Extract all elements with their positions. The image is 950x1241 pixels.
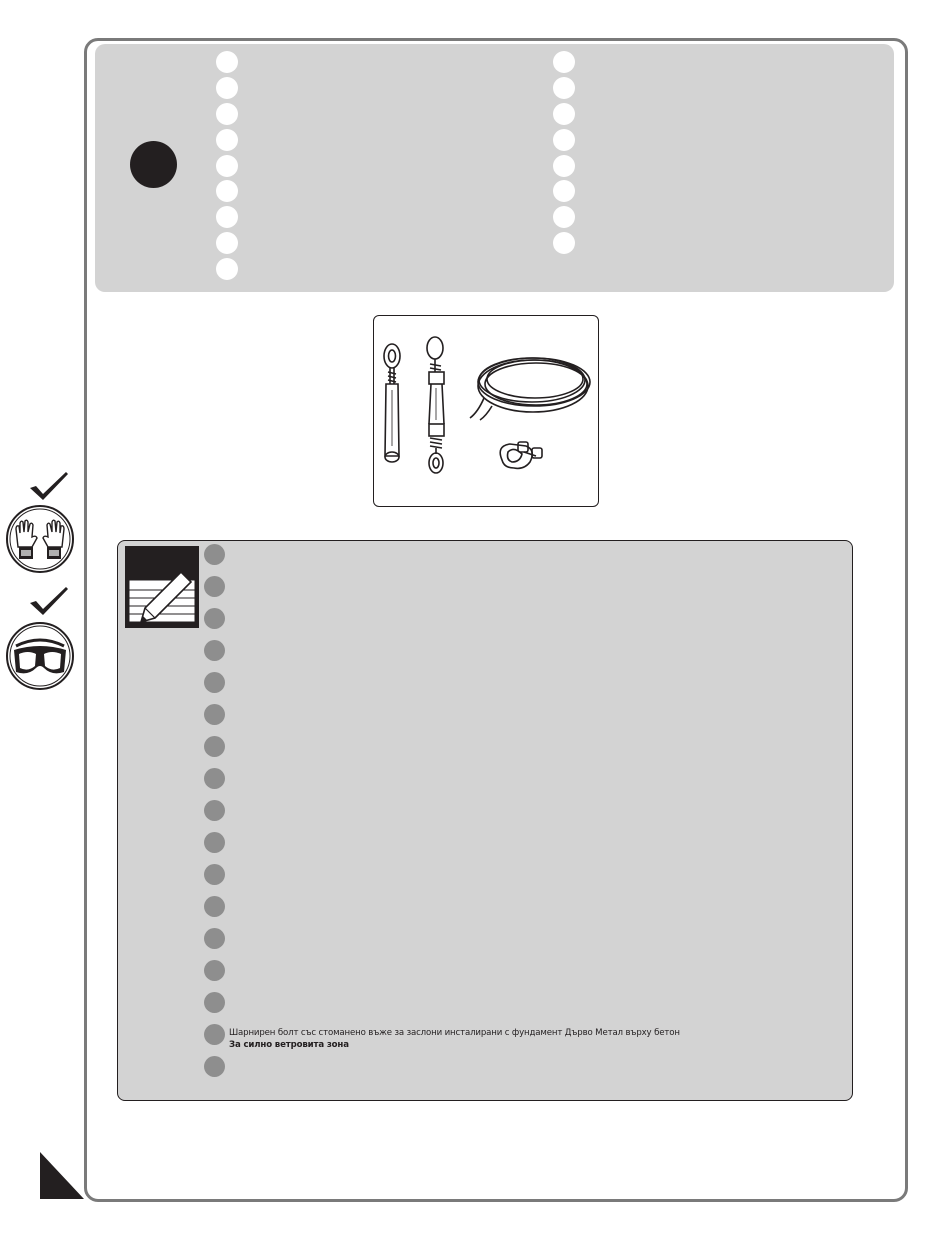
parts-list-bullet xyxy=(553,51,575,73)
note-bullet xyxy=(204,832,225,853)
note-bullet xyxy=(204,736,225,757)
note-bullet xyxy=(204,768,225,789)
note-bullet xyxy=(204,640,225,661)
parts-list-bullet xyxy=(553,129,575,151)
parts-list-bullet xyxy=(216,155,238,177)
parts-list-bullet xyxy=(553,180,575,202)
note-bullet xyxy=(204,1024,225,1045)
parts-list-bullet xyxy=(553,155,575,177)
parts-list-bullet xyxy=(553,77,575,99)
notepad-pencil-icon xyxy=(125,546,199,628)
product-illustration-box xyxy=(373,315,599,507)
checkmark-icon xyxy=(28,585,70,617)
eye-bolt-turnbuckle-cable-clamp-illustration xyxy=(374,316,597,505)
step-number-circle xyxy=(130,141,177,188)
parts-list-bullet xyxy=(216,103,238,125)
note-bullet xyxy=(204,992,225,1013)
parts-list-bullet xyxy=(553,206,575,228)
note-bullet xyxy=(204,704,225,725)
parts-list-bullet xyxy=(216,77,238,99)
note-text-line: Шарнирен болт със стоманено въже за заслони инсталирани с фундамент Дърво Метал върху бетон xyxy=(229,1028,680,1038)
parts-list-bullet xyxy=(216,180,238,202)
note-bullet xyxy=(204,672,225,693)
note-bullet xyxy=(204,608,225,629)
note-bullet xyxy=(204,576,225,597)
gloves-icon xyxy=(4,503,76,575)
note-panel xyxy=(117,540,853,1101)
note-text-line-bold: За силно ветровита зона xyxy=(229,1040,349,1050)
checkmark-icon xyxy=(28,470,70,502)
parts-list-bullet xyxy=(553,232,575,254)
parts-list-bullet xyxy=(216,258,238,280)
parts-list-bullet xyxy=(216,206,238,228)
note-bullet xyxy=(204,544,225,565)
parts-list-bullet xyxy=(216,232,238,254)
page-corner-marker xyxy=(40,1152,84,1199)
note-bullet xyxy=(204,960,225,981)
note-bullet xyxy=(204,896,225,917)
note-bullet xyxy=(204,800,225,821)
safety-goggles-icon xyxy=(4,620,76,692)
note-bullet xyxy=(204,928,225,949)
parts-list-bullet xyxy=(553,103,575,125)
note-bullet xyxy=(204,864,225,885)
note-bullet xyxy=(204,1056,225,1077)
parts-list-panel xyxy=(95,44,894,292)
parts-list-bullet xyxy=(216,129,238,151)
parts-list-bullet xyxy=(216,51,238,73)
